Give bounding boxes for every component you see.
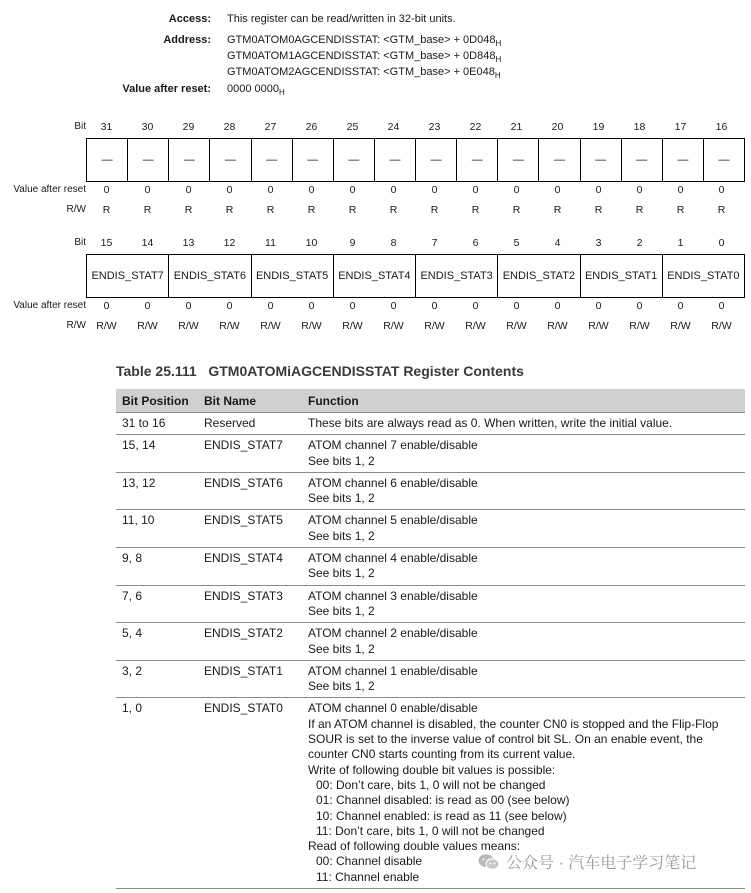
function-line: 11: Don’t care, bits 1, 0 will not be changed — [316, 823, 545, 838]
upper-reset-values — [86, 184, 742, 196]
bit-field: ENDIS_STAT0 — [667, 270, 740, 282]
upper-rw-label: R/W — [66, 204, 86, 215]
bit-number: 9 — [349, 237, 356, 249]
access-label: Access: — [168, 13, 211, 25]
access-type: R/W — [219, 320, 240, 332]
lower-reset-label: Value after reset — [13, 300, 86, 311]
reset-value: 0 — [185, 300, 192, 312]
bit-field: ENDIS_STAT6 — [169, 255, 251, 297]
access-type: R — [471, 204, 480, 216]
access-type: R — [225, 204, 234, 216]
bit-name-cell: ENDIS_STAT3 — [198, 585, 302, 623]
access-type: R/W — [137, 320, 158, 332]
lower-bit-numbers — [86, 237, 742, 249]
table-row — [116, 623, 745, 661]
bit-position-cell: 1, 0 — [116, 698, 198, 889]
bit-number: 12 — [223, 237, 236, 249]
lower-register-fields — [86, 254, 745, 298]
reserved-bit-field: — — [128, 139, 169, 181]
access-type: R — [307, 204, 316, 216]
access-type: R — [594, 204, 603, 216]
reset-value: 0 — [472, 184, 479, 196]
function-line: ATOM channel 7 enable/disable — [308, 438, 478, 453]
function-cell — [302, 548, 745, 586]
bit-name-cell: ENDIS_STAT5 — [198, 510, 302, 548]
reserved-bit-field: — — [622, 139, 663, 181]
function-line: See bits 1, 2 — [308, 679, 375, 694]
bit-number: 3 — [595, 237, 602, 249]
access-type: R/W — [547, 320, 568, 332]
reset-value: 0 — [431, 300, 438, 312]
reset-value: 0 — [636, 300, 643, 312]
access-type: R — [717, 204, 726, 216]
function-line: See bits 1, 2 — [308, 566, 375, 581]
bit-number: 25 — [346, 121, 359, 133]
reserved-bit-field: — — [169, 139, 210, 181]
column-header-function: Function — [302, 389, 745, 413]
function-cell — [302, 435, 745, 473]
function-line: See bits 1, 2 — [308, 453, 375, 468]
table-row — [116, 660, 745, 698]
access-type: R/W — [629, 320, 650, 332]
bit-number: 7 — [431, 237, 438, 249]
function-line: Write of following double bit values is possible: — [308, 762, 556, 777]
bit-position-cell: 7, 6 — [116, 585, 198, 623]
bit-number: 26 — [305, 121, 318, 133]
upper-rw-values — [86, 204, 742, 216]
reset-value: 0000 $0000_H$ — [227, 83, 285, 98]
function-line: counter CN0 starts counting from its current value. — [308, 747, 576, 762]
bit-number: 8 — [390, 237, 397, 249]
bit-position-cell: 3, 2 — [116, 660, 198, 698]
reserved-bit-field: — — [252, 139, 293, 181]
reset-value: 0 — [226, 300, 233, 312]
reset-value: 0 — [308, 300, 315, 312]
bit-number: 31 — [100, 121, 113, 133]
reserved-bit-field: — — [334, 139, 375, 181]
bit-number: 13 — [182, 237, 195, 249]
bit-name-cell: ENDIS_STAT6 — [198, 472, 302, 510]
address-list — [227, 34, 501, 83]
reset-value: 0 — [677, 184, 684, 196]
access-type: R — [266, 204, 275, 216]
lower-reset-values — [86, 300, 742, 312]
address-line: GTM0ATOM1AGCENDISSTAT: <GTM_base> + $0D848_H$ — [227, 50, 502, 65]
reset-value: 0 — [554, 184, 561, 196]
watermark — [478, 850, 696, 873]
address-line: GTM0ATOM2AGCENDISSTAT: <GTM_base> + $0E048_H$ — [227, 66, 501, 81]
access-type: R/W — [588, 320, 609, 332]
reset-value: 0 — [349, 300, 356, 312]
table-row — [116, 585, 745, 623]
reserved-bit-field: — — [663, 139, 704, 181]
access-type: R — [143, 204, 152, 216]
function-line: See bits 1, 2 — [308, 528, 375, 543]
address-line: GTM0ATOM0AGCENDISSTAT: <GTM_base> + $0D048_H$ — [227, 34, 502, 49]
bit-number: 2 — [636, 237, 643, 249]
address-label: Address: — [163, 34, 211, 46]
bit-number: 21 — [510, 121, 523, 133]
column-header-bit-position: Bit Position — [116, 389, 198, 413]
access-type: R — [430, 204, 439, 216]
function-cell — [302, 472, 745, 510]
reset-value: 0 — [390, 184, 397, 196]
bit-number: 5 — [513, 237, 520, 249]
reserved-bit-field: — — [293, 139, 334, 181]
bit-field: ENDIS_STAT4 — [334, 255, 416, 297]
access-type: R/W — [424, 320, 445, 332]
reset-value: 0 — [677, 300, 684, 312]
access-type: R — [553, 204, 562, 216]
function-line: See bits 1, 2 — [308, 641, 375, 656]
access-type: R — [184, 204, 193, 216]
bit-name-cell: ENDIS_STAT0 — [198, 698, 302, 889]
function-line: ATOM channel 5 enable/disable — [308, 513, 478, 528]
access-type: R/W — [260, 320, 281, 332]
register-contents-table — [116, 389, 745, 889]
watermark-text: 公众号 · 汽车电子学习笔记 — [506, 855, 697, 872]
column-header-bit-name: Bit Name — [198, 389, 302, 413]
bit-number: 0 — [718, 237, 725, 249]
function-line: If an ATOM channel is disabled, the counter CN0 is stopped and the Flip-Flop — [308, 716, 719, 731]
reset-value: 0 — [144, 300, 151, 312]
reset-value: 0 — [513, 300, 520, 312]
bit-number: 4 — [554, 237, 561, 249]
upper-reset-label: Value after reset — [13, 184, 86, 195]
reset-value: 0 — [390, 300, 397, 312]
bit-position-cell: 5, 4 — [116, 623, 198, 661]
function-cell — [302, 660, 745, 698]
function-cell — [302, 585, 745, 623]
bit-field: ENDIS_STAT3 — [416, 255, 498, 297]
access-type: R/W — [711, 320, 732, 332]
bit-number: 27 — [264, 121, 277, 133]
reserved-bit-field: — — [416, 139, 457, 181]
bit-name-cell: ENDIS_STAT4 — [198, 548, 302, 586]
upper-register-fields — [86, 138, 745, 182]
reset-value: 0 — [144, 184, 151, 196]
bit-number: 29 — [182, 121, 195, 133]
access-type: R — [102, 204, 111, 216]
reset-value: 0 — [308, 184, 315, 196]
bit-number: 20 — [551, 121, 564, 133]
bit-number: 23 — [428, 121, 441, 133]
bit-number: 28 — [223, 121, 236, 133]
access-type: R/W — [506, 320, 527, 332]
function-line: ATOM channel 3 enable/disable — [308, 588, 478, 603]
function-line: Read of following double values means: — [308, 839, 521, 854]
table-row — [116, 435, 745, 473]
reset-value: 0 — [513, 184, 520, 196]
access-type: R/W — [465, 320, 486, 332]
bit-field: ENDIS_STAT1 — [581, 255, 663, 297]
function-line: See bits 1, 2 — [308, 491, 375, 506]
table-row — [116, 510, 745, 548]
reserved-bit-field: — — [87, 139, 128, 181]
bit-position-cell: 9, 8 — [116, 548, 198, 586]
bit-position-cell: 31 to 16 — [116, 413, 198, 435]
table-header-row — [116, 389, 745, 413]
bit-number: 18 — [633, 121, 646, 133]
function-line: 01: Channel disabled: is read as 00 (see below) — [316, 793, 570, 808]
access-type: R/W — [383, 320, 404, 332]
wechat-icon — [478, 853, 500, 871]
access-type: R/W — [670, 320, 691, 332]
table-row — [116, 413, 745, 435]
access-type: R/W — [178, 320, 199, 332]
reset-value: 0 — [472, 300, 479, 312]
bit-number: 16 — [715, 121, 728, 133]
access-value: This register can be read/written in 32-bit units. — [227, 13, 456, 25]
function-line: 10: Channel enabled: is read as 11 (see below) — [316, 808, 567, 823]
reset-label: Value after reset: — [122, 83, 211, 95]
access-type: R — [389, 204, 398, 216]
bit-position-cell: 15, 14 — [116, 435, 198, 473]
bit-position-cell: 11, 10 — [116, 510, 198, 548]
upper-bit-numbers — [86, 121, 742, 133]
bit-number: 14 — [141, 237, 154, 249]
bit-number: 11 — [265, 237, 276, 249]
reserved-bit-field: — — [210, 139, 251, 181]
access-type: R/W — [301, 320, 322, 332]
function-cell — [302, 623, 745, 661]
bit-number: 30 — [141, 121, 154, 133]
reset-value: 0 — [267, 300, 274, 312]
reset-value: 0 — [636, 184, 643, 196]
function-line: 00: Channel disable — [316, 854, 423, 869]
reserved-bit-field: — — [375, 139, 416, 181]
bit-field: ENDIS_STAT2 — [498, 255, 580, 297]
reset-value: 0 — [349, 184, 356, 196]
bit-field: ENDIS_STAT5 — [252, 255, 334, 297]
reserved-bit-field: — — [581, 139, 622, 181]
table-row — [116, 548, 745, 586]
reset-value: 0 — [103, 184, 110, 196]
reserved-bit-field: — — [498, 139, 539, 181]
bit-name-cell: ENDIS_STAT2 — [198, 623, 302, 661]
table-title: Table 25.111 GTM0ATOMiAGCENDISSTAT Register Contents — [116, 363, 524, 379]
reset-value: 0 — [718, 184, 725, 196]
bit-number: 19 — [592, 121, 605, 133]
reset-value: 0 — [103, 300, 110, 312]
bit-number: 24 — [387, 121, 400, 133]
reset-value: 0 — [226, 184, 233, 196]
function-line: ATOM channel 1 enable/disable — [308, 663, 478, 678]
bit-name-cell: ENDIS_STAT1 — [198, 660, 302, 698]
function-line: 11: Channel enable — [316, 869, 420, 884]
lower-bit-label: Bit — [74, 237, 86, 248]
reset-value: 0 — [431, 184, 438, 196]
access-type: R — [676, 204, 685, 216]
reset-value: 0 — [595, 300, 602, 312]
reserved-bit-field: — — [457, 139, 498, 181]
lower-rw-label: R/W — [66, 320, 86, 331]
function-line: ATOM channel 2 enable/disable — [308, 626, 478, 641]
access-type: R — [348, 204, 357, 216]
access-type: R/W — [96, 320, 117, 332]
function-line: ATOM channel 6 enable/disable — [308, 475, 478, 490]
reset-value: 0 — [595, 184, 602, 196]
bit-number: 22 — [469, 121, 482, 133]
bit-field: ENDIS_STAT7 — [87, 255, 169, 297]
bit-number: 10 — [305, 237, 318, 249]
reset-value: 0 — [267, 184, 274, 196]
function-line: ATOM channel 4 enable/disable — [308, 551, 478, 566]
function-cell — [302, 510, 745, 548]
lower-rw-values — [86, 320, 742, 332]
reset-value: 0 — [718, 300, 725, 312]
bit-number: 6 — [472, 237, 479, 249]
upper-bit-label: Bit — [74, 121, 86, 132]
function-line: See bits 1, 2 — [308, 603, 375, 618]
function-line: These bits are always read as 0. When written, write the initial value. — [308, 416, 673, 430]
reserved-bit-field: — — [718, 154, 730, 166]
reset-value: 0 — [185, 184, 192, 196]
bit-position-cell: 13, 12 — [116, 472, 198, 510]
bit-name-cell: ENDIS_STAT7 — [198, 435, 302, 473]
access-type: R/W — [342, 320, 363, 332]
function-cell — [302, 413, 745, 435]
bit-name-cell: Reserved — [198, 413, 302, 435]
reset-value: 0 — [554, 300, 561, 312]
bit-number: 15 — [100, 237, 113, 249]
table-row — [116, 472, 745, 510]
bit-number: 1 — [677, 237, 684, 249]
function-line: 00: Don’t care, bits 1, 0 will not be changed — [316, 777, 546, 792]
reserved-bit-field: — — [539, 139, 580, 181]
function-line: SOUR is set to the inverse value of control bit SL. On an enable event, the — [308, 732, 703, 747]
bit-number: 17 — [674, 121, 687, 133]
function-line: ATOM channel 0 enable/disable — [308, 701, 478, 716]
access-type: R — [635, 204, 644, 216]
access-type: R — [512, 204, 521, 216]
